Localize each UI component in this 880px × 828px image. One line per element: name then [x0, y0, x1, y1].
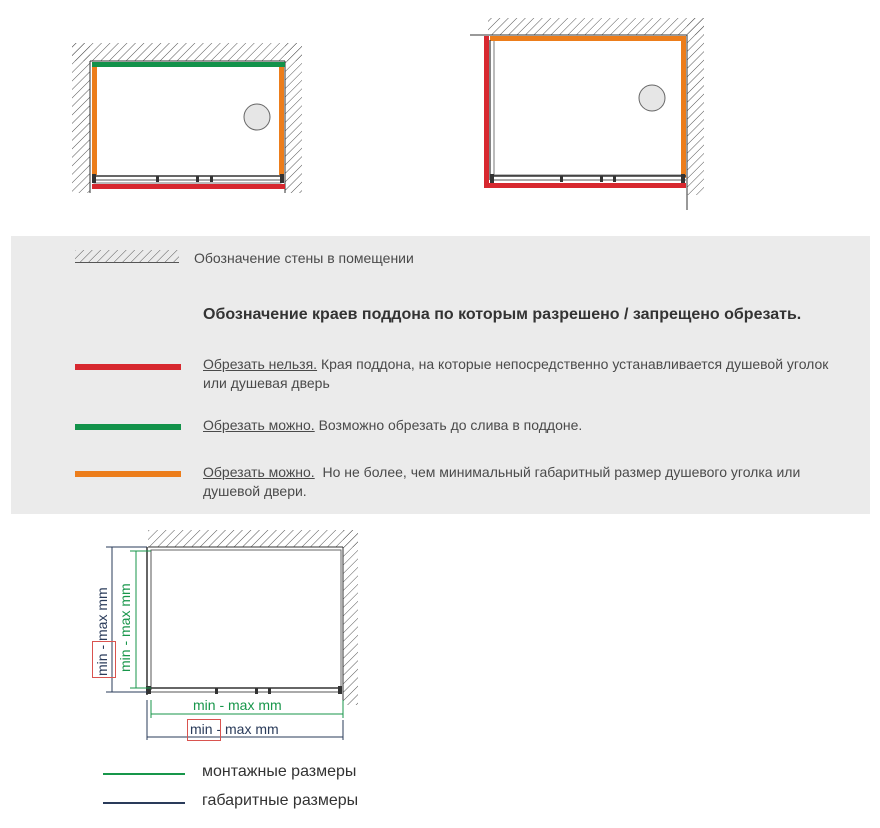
dim-label-horizontal-min: min — [190, 721, 213, 737]
wall-hatch-swatch — [75, 250, 179, 264]
legend-item-cut-to-drain-text: Возможно обрезать до слива в поддоне. — [314, 417, 583, 433]
wall-hatch-right — [285, 43, 302, 193]
edge-orange-right — [681, 36, 686, 178]
legend-swatch-green — [75, 424, 181, 430]
edge-orange-left — [92, 67, 97, 175]
legend-item-cut-min-size — [203, 463, 833, 501]
dim-label-vertical-mounting: min - max mm — [117, 583, 133, 672]
legend-mounting-label: монтажные размеры — [202, 763, 357, 780]
legend-overall-label: габаритные размеры — [202, 792, 359, 809]
edge-orange-right — [279, 67, 284, 175]
wall-legend-label: Обозначение стены в помещении — [194, 250, 414, 266]
legend-item-no-cut — [203, 355, 833, 393]
legend-mounting-line — [103, 773, 185, 775]
edge-orange-top — [490, 36, 686, 41]
wall-hatch-top — [148, 530, 358, 547]
wall-hatch-top — [488, 18, 704, 35]
drain-icon — [244, 104, 270, 130]
legend-swatch-red — [75, 364, 181, 370]
legend-overall-line — [103, 802, 185, 804]
edge-red-bottom — [92, 184, 285, 189]
legend-item-no-cut-label: Обрезать нельзя. — [203, 356, 318, 372]
dim-label-horizontal-rest: - max mm — [212, 721, 279, 737]
wall-hatch-right — [687, 18, 704, 195]
legend-item-cut-min-size-label: Обрезать можно. — [203, 464, 315, 480]
dim-label-vertical-min: min — [94, 653, 110, 676]
legend-panel — [11, 236, 870, 514]
legend-title: Обозначение краев поддона по которым разрешено / запрещено обрезать. — [203, 306, 802, 323]
legend-item-cut-to-drain-label: Обрезать можно. — [203, 417, 315, 433]
dim-label-horizontal-mounting: min - max mm — [193, 697, 282, 713]
drain-icon — [639, 85, 665, 111]
edge-red-left — [484, 36, 489, 187]
wall-hatch-left — [72, 43, 90, 193]
legend-item-cut-to-drain — [203, 416, 833, 435]
wall-hatch-right — [343, 530, 358, 705]
edge-red-bottom — [484, 183, 686, 188]
highlight-box-horizontal-min — [187, 719, 221, 741]
wall-hatch-top — [72, 43, 302, 61]
edge-green-top — [92, 62, 285, 67]
dim-label-vertical-rest: - max mm — [94, 587, 110, 654]
highlight-box-vertical-min — [92, 641, 116, 678]
tray-body — [151, 550, 341, 688]
legend-item-cut-min-size-text: Но не более, чем минимальный габаритный размер душевого уголка или душевой двери. — [203, 464, 805, 499]
legend-item-no-cut-text: Края поддона, на которые непосредственно устанавливается душевой уголок или душевая дверь — [203, 356, 829, 391]
tray-diagram-right — [470, 18, 704, 210]
legend-swatch-orange — [75, 471, 181, 477]
tray-diagram-left — [72, 43, 302, 193]
